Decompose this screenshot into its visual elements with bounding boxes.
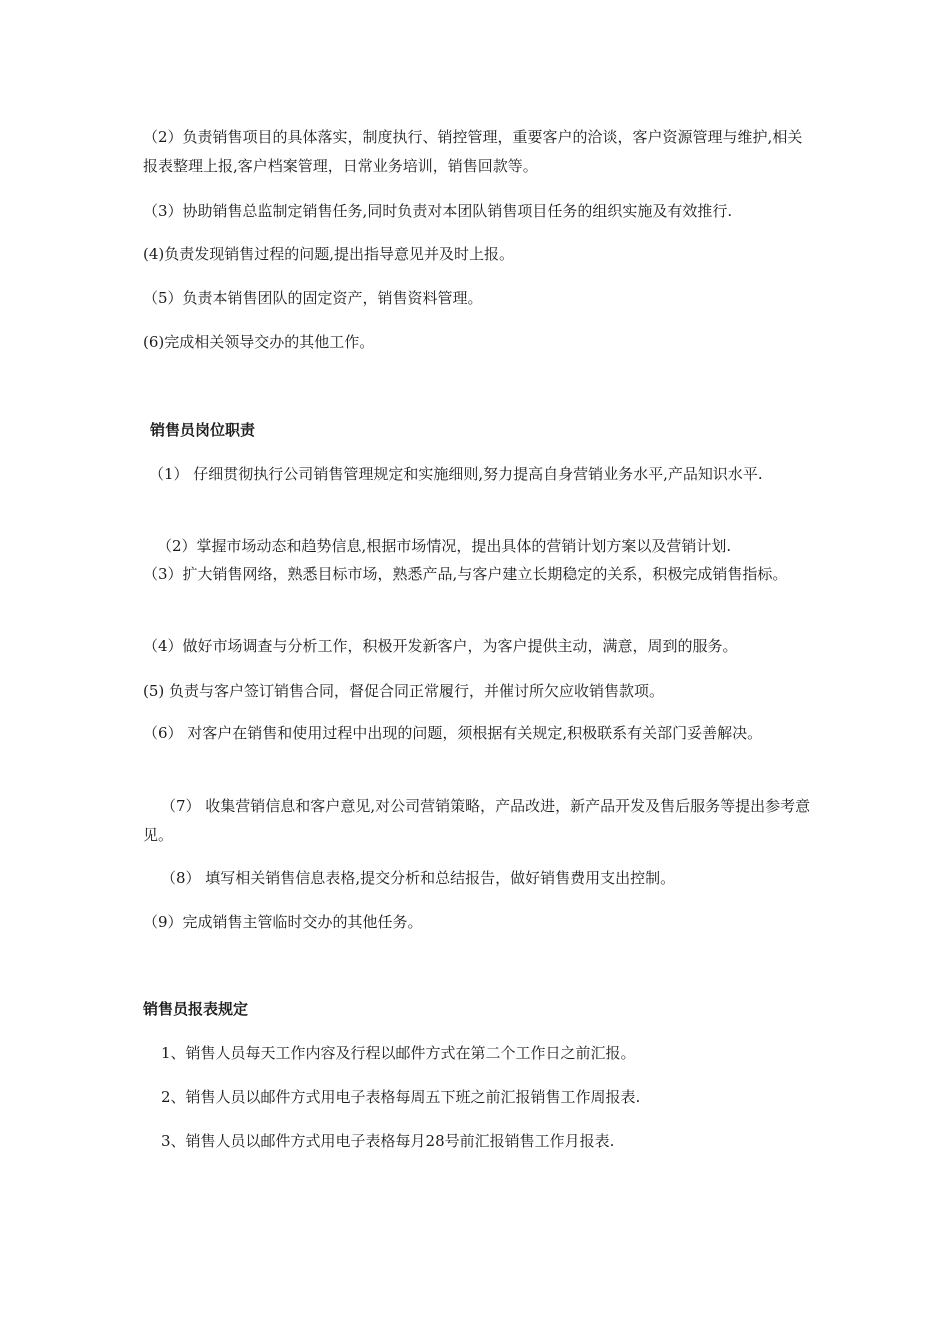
report-rule-3: 3、销售人员以邮件方式用电子表格每月28号前汇报销售工作月报表. [161, 1132, 615, 1150]
salesperson-duty-7: （7） 收集营销信息和客户意见,对公司营销策略，产品改进，新产品开发及售后服务等提出参考意见。 [143, 797, 811, 844]
report-rule-1: 1、销售人员每天工作内容及行程以邮件方式在第二个工作日之前汇报。 [161, 1044, 636, 1062]
salesperson-duty-9: （9）完成销售主管临时交办的其他任务。 [143, 913, 423, 931]
salesperson-duty-1: （1） 仔细贯彻执行公司销售管理规定和实施细则,努力提高自身营销业务水平,产品知识水平. [149, 465, 763, 483]
section-heading-salesperson-duties: 销售员岗位职责 [150, 421, 256, 439]
duty-paragraph-5: （5）负责本销售团队的固定资产，销售资料管理。 [143, 289, 483, 307]
salesperson-duty-4: （4）做好市场调查与分析工作，积极开发新客户，为客户提供主动，满意，周到的服务。 [143, 637, 738, 655]
salesperson-duty-2: （2）掌握市场动态和趋势信息,根据市场情况，提出具体的营销计划方案以及营销计划. [157, 537, 732, 555]
report-rule-2: 2、销售人员以邮件方式用电子表格每周五下班之前汇报销售工作周报表. [161, 1088, 641, 1106]
duty-paragraph-2: （2）负责销售项目的具体落实，制度执行、销控管理，重要客户的洽谈，客户资源管理与维护,相关 报表整理上报,客户档案管理，日常业务培训，销售回款等。 [143, 128, 803, 175]
salesperson-duty-8: （8） 填写相关销售信息表格,提交分析和总结报告，做好销售费用支出控制。 [161, 869, 676, 887]
salesperson-duty-6: （6） 对客户在销售和使用过程中出现的问题，须根据有关规定,积极联系有关部门妥善解决。 [143, 724, 763, 742]
salesperson-duty-5: (5) 负责与客户签订销售合同，督促合同正常履行，并催讨所欠应收销售款项。 [143, 682, 665, 700]
duty-paragraph-4: (4)负责发现销售过程的问题,提出指导意见并及时上报。 [143, 245, 515, 263]
duty-paragraph-6: (6)完成相关领导交办的其他工作。 [143, 333, 375, 351]
section-heading-report-rules: 销售员报表规定 [143, 1000, 249, 1018]
duty-paragraph-3: （3）协助销售总监制定销售任务,同时负责对本团队销售项目任务的组织实施及有效推行. [143, 202, 733, 220]
salesperson-duty-3: （3）扩大销售网络，熟悉目标市场，熟悉产品,与客户建立长期稳定的关系，积极完成销售指标。 [143, 565, 788, 583]
